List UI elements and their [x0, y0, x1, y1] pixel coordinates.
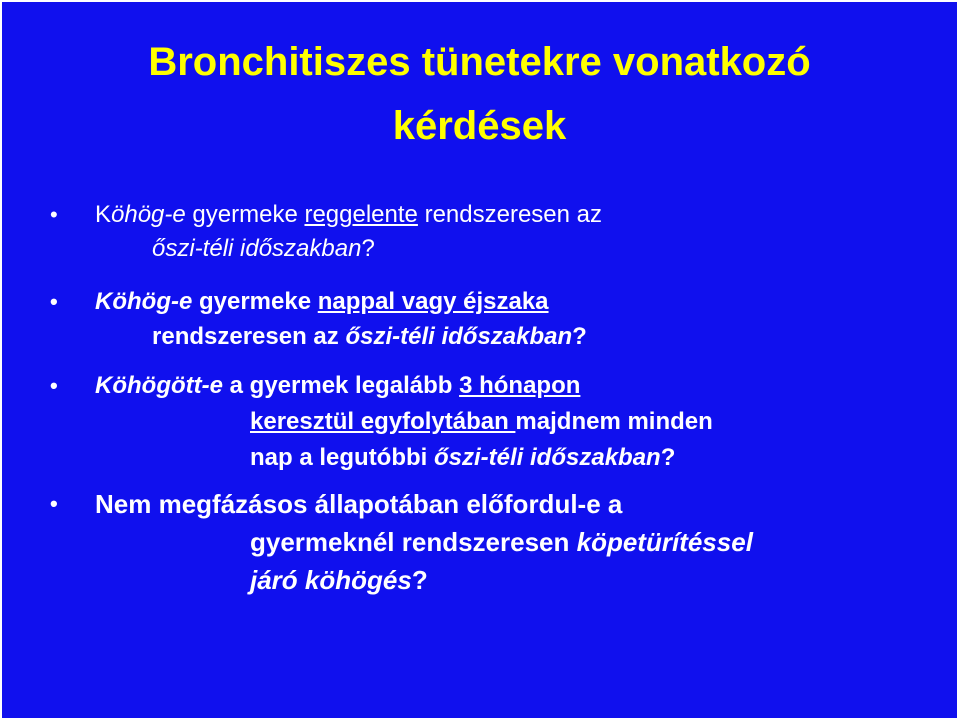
bullet-text: Nem megfázásos állapotában előfordul-e a — [95, 489, 623, 519]
bullet-line — [95, 486, 622, 522]
bullet-text-italic: őszi-téli időszakban — [345, 323, 573, 350]
bullet-text-italic: járó köhögés — [250, 565, 412, 595]
bullet-text: K — [95, 201, 112, 228]
bullet-line — [95, 369, 580, 403]
bullet-text-italic: őszi-téli időszakban — [434, 444, 661, 471]
bullet-text: ? — [411, 565, 428, 595]
bullet-text-italic: köpetürítéssel — [576, 527, 753, 557]
bullet-line — [95, 285, 549, 319]
title-line-2: kérdések — [392, 104, 567, 148]
bullet-line — [250, 524, 753, 560]
bullet-line — [250, 405, 713, 439]
bullet-text-italic: Köhögött-e — [95, 372, 223, 399]
bullet-text: rendszeresen az — [417, 201, 603, 228]
bullet-icon: • — [50, 289, 58, 314]
bullet-line — [152, 320, 587, 354]
bullet-text-italic: öhög-e — [111, 201, 186, 228]
bullet-text: gyermeke — [185, 201, 305, 228]
bullet-text-underlined: nappal vagy éjszaka — [317, 288, 549, 315]
bullet-text: nap a legutóbbi — [250, 444, 434, 471]
bullet-line — [152, 232, 375, 266]
bullet-text-italic: Köhög-e — [95, 288, 193, 315]
bullet-line — [95, 198, 602, 232]
bullet-text: ? — [361, 235, 375, 262]
bullet-text: ? — [572, 323, 587, 350]
bullet-text-underlined: 3 hónapon — [459, 372, 581, 399]
bullet-text: a gyermek legalább — [222, 372, 460, 399]
bullet-text-underlined: reggelente — [304, 201, 418, 228]
bullet-text-italic: őszi-téli időszakban — [152, 235, 362, 262]
bullet-text-underlined: keresztül egyfolytában — [250, 408, 516, 435]
title-line-1: Bronchitiszes tünetekre vonatkozó — [148, 40, 811, 84]
bullet-text: ? — [660, 444, 676, 471]
bullet-text: majdnem minden — [515, 408, 713, 435]
slide — [2, 2, 957, 718]
bullet-line — [250, 562, 428, 598]
bullet-text: gyermeknél rendszeresen — [250, 527, 577, 557]
bullet-text: rendszeresen az — [152, 323, 346, 350]
slide-title — [2, 30, 957, 158]
bullet-text: gyermeke — [192, 288, 318, 315]
bullet-line — [250, 441, 675, 475]
bullet-icon: • — [50, 491, 58, 516]
bullet-icon: • — [50, 202, 58, 227]
bullet-icon: • — [50, 373, 58, 398]
